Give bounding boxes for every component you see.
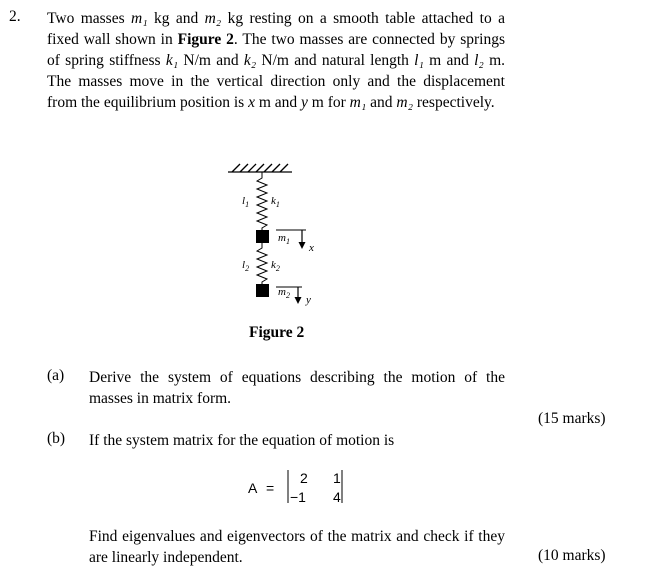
- label-l2: $l_2$: [242, 259, 250, 273]
- y-arrow-head: [295, 297, 302, 304]
- matrix-cell-r2c2: 4: [333, 489, 341, 505]
- label-m1: $m_1$: [278, 232, 290, 246]
- figure-caption: Figure 2: [249, 324, 305, 341]
- q-text-2: kg and: [147, 10, 205, 27]
- part-a-label: (a): [47, 367, 65, 384]
- q-x: x: [248, 94, 255, 111]
- part-a-text: Derive the system of equations describing the motion of the masses in matrix form.: [89, 369, 505, 407]
- spring-2: [257, 243, 267, 284]
- q-m1-b: m₁: [349, 94, 367, 111]
- q-text-14: m. The masses move in the vertical direction only and the displacement from the equilibrium position is: [47, 52, 506, 111]
- part-b-text: If the system matrix for the equation of motion is: [89, 432, 395, 449]
- q-text-6: . The two masses are connected by springs of spring stiffness: [47, 31, 505, 69]
- label-l1: $l_1$: [242, 195, 250, 209]
- q-k2: k₂: [243, 52, 257, 69]
- spring-1: [257, 172, 267, 230]
- q-text-10: N/m and natural length: [256, 52, 415, 69]
- q-l2: l₂: [474, 52, 484, 69]
- matrix-equals: =: [266, 480, 275, 496]
- q-y: y: [301, 94, 308, 111]
- x-arrow-head: [299, 242, 306, 249]
- mass-2-block: [256, 284, 269, 297]
- label-k2: $k_2$: [271, 259, 280, 273]
- q-figure-ref: Figure 2: [177, 31, 234, 48]
- matrix-cell-r1c2: 1: [333, 470, 341, 486]
- mass-1-block: [256, 230, 269, 243]
- part-b-marks: (10 marks): [538, 547, 606, 564]
- part-b-text-2: Find eigenvalues and eigenvectors of the matrix and check if they are linearly independent.: [89, 528, 505, 566]
- matrix-cell-r2c1: −1: [290, 489, 306, 505]
- q-text-12: m and: [423, 52, 475, 69]
- label-x: x: [309, 242, 314, 254]
- q-text-8: N/m and: [178, 52, 244, 69]
- question-number: 2.: [9, 8, 21, 25]
- q-text-20: and: [366, 94, 397, 111]
- q-l1: l₁: [414, 52, 424, 69]
- q-m2-a: m₂: [204, 10, 222, 27]
- q-text-18: m for: [307, 94, 350, 111]
- label-y: y: [306, 294, 311, 306]
- q-text-22: respectively.: [413, 94, 495, 111]
- q-text-4: kg resting on a smooth table attached to a fixed wall shown in: [47, 10, 505, 48]
- matrix-cell-r1c1: 2: [300, 470, 308, 486]
- matrix-name: A: [248, 480, 258, 496]
- q-m1-a: m₁: [131, 10, 148, 27]
- q-text-0: Two masses: [47, 10, 131, 27]
- part-b-label: (b): [47, 430, 66, 447]
- q-text-16: m and: [254, 94, 302, 111]
- label-m2: $m_2$: [278, 286, 290, 300]
- label-k1: $k_1$: [271, 195, 280, 209]
- q-m2-b: m₂: [396, 94, 413, 111]
- part-a-marks: (15 marks): [538, 410, 606, 427]
- fixed-wall: [228, 164, 292, 172]
- q-k1: k₁: [165, 52, 179, 69]
